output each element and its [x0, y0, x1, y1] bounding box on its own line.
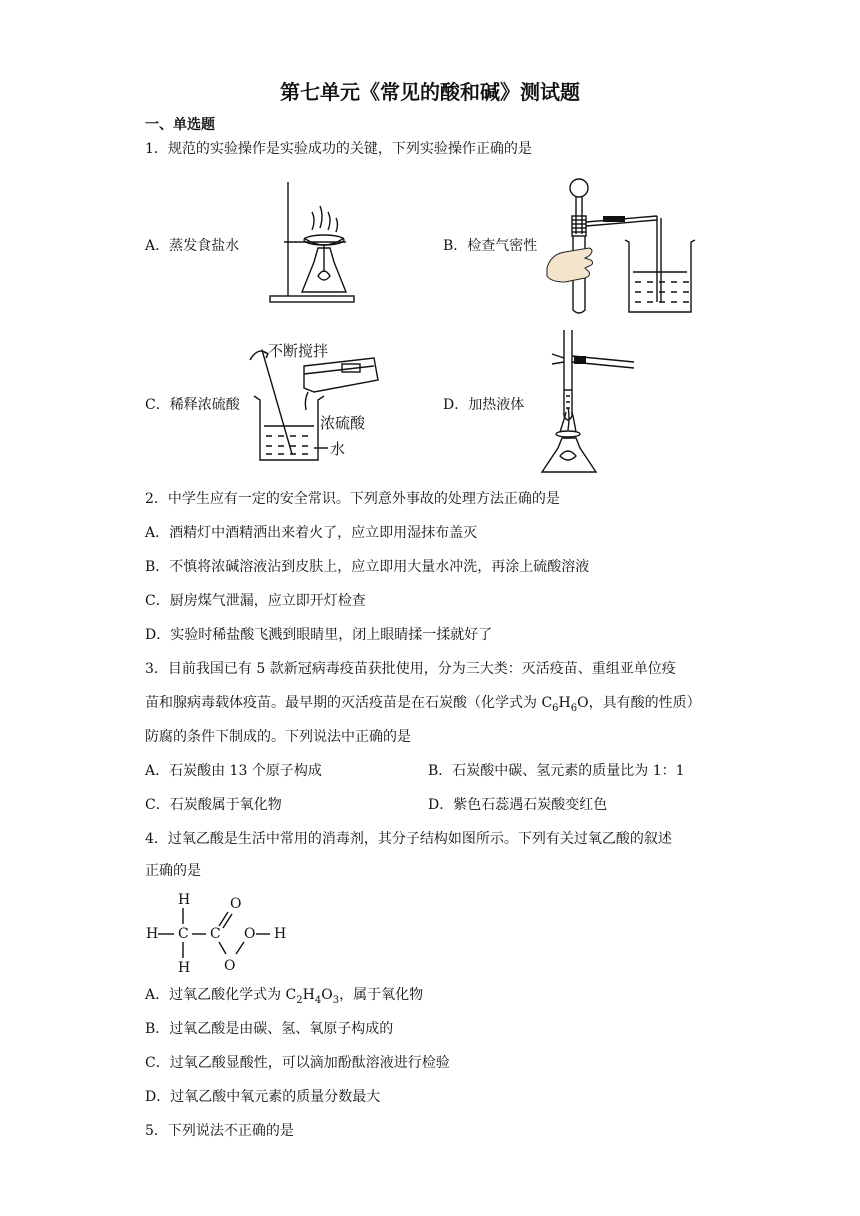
section-heading: 一、单选题 [145, 117, 215, 133]
q1-option-c: C．稀释浓硫酸 [145, 397, 240, 413]
stir-label: 不断搅拌 [268, 342, 329, 360]
evaporation-apparatus-image [268, 180, 358, 305]
q3-option-b: B．石炭酸中碳、氢元素的质量比为 1：1 [428, 763, 685, 779]
q2-option-b: B．不慎将浓碱溶液沾到皮肤上，应立即用大量水冲洗，再涂上硫酸溶液 [145, 559, 590, 575]
airtightness-check-image [545, 176, 695, 316]
atom-c-1: C [178, 926, 189, 942]
atom-h-right: H [274, 926, 287, 942]
q3-line-1: 3．目前我国已有 5 款新冠病毒疫苗获批使用，分为三大类：灭活疫苗、重组亚单位疫 [145, 661, 676, 677]
atom-o-double: O [230, 896, 242, 912]
q1-option-d: D．加热液体 [443, 397, 525, 413]
q2-option-c: C．厨房煤气泄漏，应立即开灯检查 [145, 593, 366, 609]
q4-line-1: 4．过氧乙酸是生活中常用的消毒剂，其分子结构如图所示。下列有关过氧乙酸的叙述 [145, 831, 672, 847]
q3-option-a: A．石炭酸由 13 个原子构成 [145, 763, 322, 779]
atom-h-top: H [178, 892, 191, 908]
peracetic-acid-structure-image [144, 890, 294, 978]
atom-h-bottom: H [178, 960, 191, 976]
atom-c-2: C [210, 926, 221, 942]
q2-option-a: A．酒精灯中酒精洒出来着火了，应立即用湿抹布盖灭 [145, 525, 478, 541]
acid-label: 浓硫酸 [320, 414, 366, 432]
q1-stem: 1．规范的实验操作是实验成功的关键，下列实验操作正确的是 [145, 141, 532, 157]
atom-o-hydroxyl: O [244, 926, 256, 942]
q5-stem: 5．下列说法不正确的是 [145, 1123, 294, 1139]
q2-option-d: D．实验时稀盐酸飞溅到眼睛里，闭上眼睛揉一揉就好了 [145, 627, 493, 643]
q4-option-c: C．过氧乙酸显酸性，可以滴加酚酞溶液进行检验 [145, 1055, 450, 1071]
q4-option-d: D．过氧乙酸中氧元素的质量分数最大 [145, 1089, 381, 1105]
q1-option-a: A．蒸发食盐水 [145, 238, 240, 254]
q4-line-2: 正确的是 [145, 863, 201, 879]
water-label: 水 [330, 440, 346, 458]
q2-stem: 2．中学生应有一定的安全常识。下列意外事故的处理方法正确的是 [145, 491, 560, 507]
q3-option-c: C．石炭酸属于氧化物 [145, 797, 282, 813]
dilute-sulfuric-acid-image [244, 336, 404, 470]
q1-option-b: B．检查气密性 [443, 238, 538, 254]
atom-o-bridge: O [224, 958, 236, 974]
q4-option-b: B．过氧乙酸是由碳、氢、氧原子构成的 [145, 1021, 394, 1037]
q3-option-d: D．紫色石蕊遇石炭酸变红色 [428, 797, 608, 813]
heating-liquid-image [530, 328, 640, 478]
q4-option-a: A．过氧乙酸化学式为 $C_2H_4O_3$，属于氧化物 [145, 987, 424, 1006]
q3-line-3: 防腐的条件下制成的。下列说法中正确的是 [145, 729, 411, 745]
atom-h-left: H [146, 926, 159, 942]
q3-line-2: 苗和腺病毒载体疫苗。最早期的灭活疫苗是在石炭酸（化学式为 $C_6H_6O$，具有酸的性质） [145, 695, 701, 714]
page-title: 第七单元《常见的酸和碱》测试题 [280, 80, 580, 104]
